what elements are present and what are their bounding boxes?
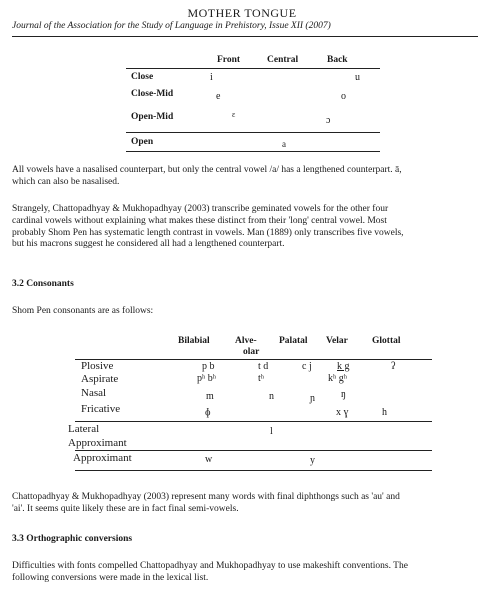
cons-cell: c j	[302, 361, 312, 372]
vowel-table-mid-rule	[126, 132, 380, 133]
cons-row-label: Nasal	[81, 387, 107, 399]
journal-subtitle: Journal of the Association for the Study of Language in Prehistory, Issue XII (2007)	[12, 21, 331, 31]
text-line: Difficulties with fonts compelled Chattopadhyay and Mukhopadhyay to use makeshift conventions. The	[12, 561, 408, 571]
cons-cell: ʔ	[391, 361, 396, 372]
paragraph-vowels-nasalised	[12, 165, 478, 189]
cons-row-label: Aspirate	[81, 373, 119, 385]
vowel-cell: u	[355, 72, 360, 83]
cons-cell: kʰ gʰ	[328, 373, 347, 384]
cons-cell: l	[270, 426, 273, 437]
cons-row-label: Approximant	[73, 452, 132, 464]
text-line: following conversions were made in the lexical list.	[12, 572, 209, 583]
vowel-row-label: Close	[131, 72, 154, 82]
cons-row-label: Fricative	[81, 403, 121, 415]
text-line: 'ai'. It seems quite likely these are in fact final semi-vowels.	[12, 503, 239, 514]
cons-cell: x ɣ	[336, 407, 349, 418]
cons-cell: tʰ	[258, 373, 264, 384]
vowel-cell: ɛ	[232, 110, 236, 119]
cons-col-velar: Velar	[326, 336, 348, 346]
paragraph-diphthongs	[12, 492, 478, 516]
cons-cell: ɲ	[310, 393, 315, 404]
cons-cell: y	[310, 455, 315, 466]
journal-title: MOTHER TONGUE	[187, 6, 297, 20]
cons-cell: ŋ	[341, 389, 346, 400]
text-line: which can also be nasalised.	[12, 176, 120, 187]
cons-cell: pʰ bʰ	[197, 373, 216, 384]
cons-cell: t d	[258, 361, 269, 372]
cons-row-label: Approximant	[68, 437, 127, 449]
vowel-cell: e	[216, 91, 221, 102]
cons-cell: k g	[337, 361, 350, 372]
cons-cell: ɸ	[205, 407, 211, 418]
text-line: probably Shom Pen has systematic length contrast in vowels. Man (1889) only transcribes five vowels,	[12, 227, 404, 238]
vowel-table-bottom-rule	[126, 151, 380, 152]
cons-row-label: Plosive	[81, 360, 114, 372]
consonant-table-top-rule	[75, 359, 432, 360]
cons-col-alveolar: Alve-	[235, 336, 257, 346]
vowel-col-back: Back	[327, 55, 348, 65]
cons-cell: w	[205, 454, 213, 465]
text-line: cardinal vowels without explaining what makes these distinct from their 'long' central vowel. Most	[12, 215, 387, 226]
consonant-table-lower-rule	[75, 450, 432, 451]
cons-cell: p b	[202, 361, 215, 372]
cons-cell: m	[206, 391, 214, 402]
vowel-cell: ɔ	[326, 115, 331, 126]
text-line: Chattopadhyay & Mukhopadhyay (2003) represent many words with final diphthongs such as 'au' and	[12, 492, 400, 502]
cons-cell: h	[382, 407, 387, 418]
vowel-col-front: Front	[217, 55, 241, 65]
cons-col-alveolar-2: olar	[243, 347, 260, 357]
cons-col-bilabial: Bilabial	[178, 336, 210, 346]
vowel-col-central: Central	[267, 55, 299, 65]
vowel-row-label: Open-Mid	[131, 112, 174, 122]
text-line: Strangely, Chattopadhyay & Mukhopadhyay (2003) transcribe geminated vowels for the other four	[12, 204, 389, 214]
consonants-intro: Shom Pen consonants are as follows:	[12, 306, 154, 316]
text-line: but his macrons suggest he considered all had a lengthened counterpart.	[12, 239, 285, 250]
vowel-cell: i	[210, 72, 213, 83]
header-divider	[12, 36, 478, 37]
cons-cell: n	[269, 391, 274, 402]
consonant-table-mid-rule	[75, 421, 432, 422]
paragraph-geminated-vowels	[12, 204, 478, 251]
cons-col-palatal: Palatal	[279, 336, 308, 346]
text-line: All vowels have a nasalised counterpart, but only the central vowel /a/ has a lengthened counterpart. ā,	[12, 165, 402, 175]
cons-col-glottal: Glottal	[372, 336, 401, 346]
vowel-cell: a	[282, 139, 286, 149]
vowel-table-top-rule	[126, 68, 380, 69]
vowel-cell: o	[341, 91, 346, 102]
consonant-table-bottom-rule	[75, 470, 432, 471]
section-heading-consonants: 3.2 Consonants	[12, 279, 74, 289]
paragraph-font-conversions	[12, 561, 478, 585]
section-heading-orthographic: 3.3 Orthographic conversions	[12, 534, 133, 544]
vowel-row-label: Close-Mid	[131, 89, 174, 99]
vowel-row-label: Open	[131, 137, 154, 147]
cons-row-label: Lateral	[68, 423, 100, 435]
